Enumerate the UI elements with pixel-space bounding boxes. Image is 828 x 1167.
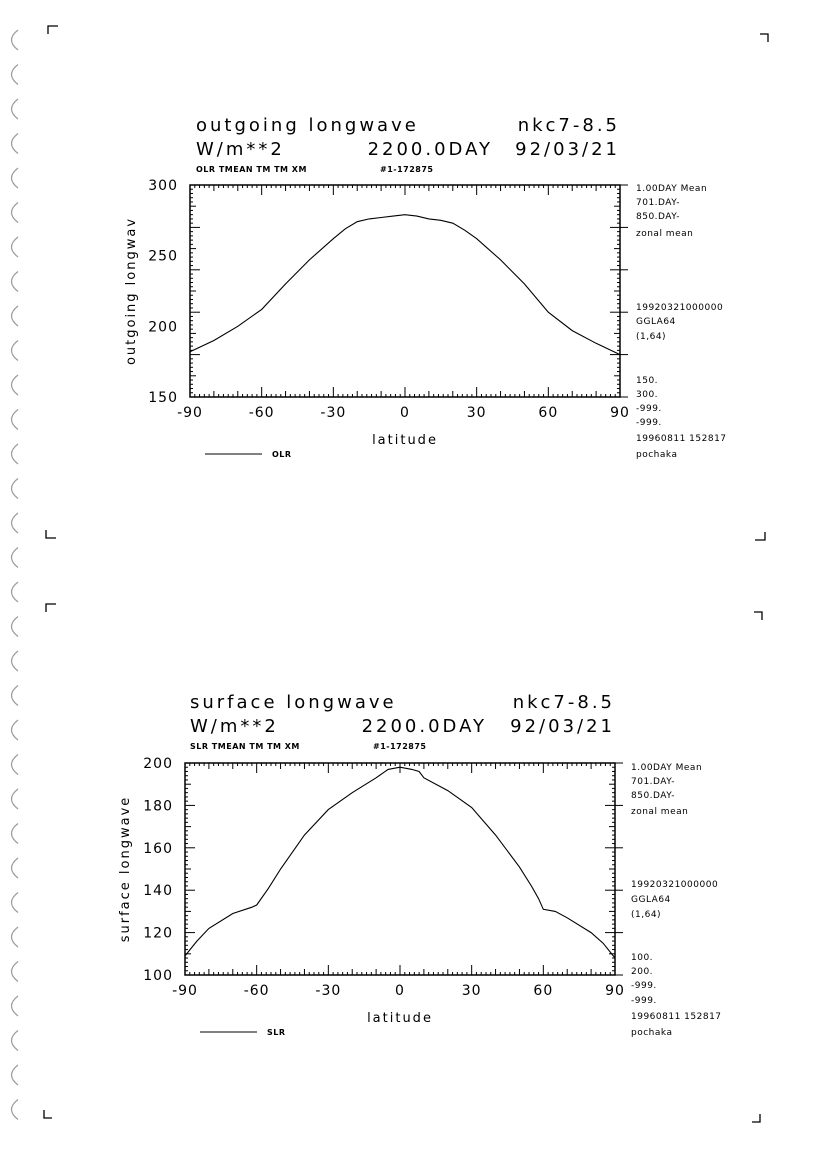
info-line: pochaka [631,1028,673,1038]
info-line: zonal mean [631,807,689,817]
x-tick-labels [177,405,630,421]
series-id: #1-172875 [373,742,427,751]
x-tick-label: -30 [315,983,342,999]
time-label: 2200.0DAY [367,139,493,160]
chart-title: surface longwave [190,692,397,713]
info-line: GGLA64 [631,895,671,905]
slr-series-line [185,767,615,958]
x-tick-label: 90 [605,983,625,999]
y-tick-label: 300 [148,178,178,194]
legend-label: OLR [272,450,292,459]
info-line: -999. [636,418,662,428]
x-tick-label: 60 [538,405,559,421]
x-tick-label: 60 [533,983,554,999]
x-tick-label: 0 [400,405,410,421]
y-tick-label: 200 [143,756,173,772]
chart-subtitle: OLR TMEAN TM TM XM [196,165,307,174]
y-tick-label: 150 [148,390,178,406]
time-label: 2200.0DAY [361,716,487,737]
x-axis-title: latitude [372,433,438,448]
info-line: 1.00DAY Mean [631,763,703,773]
info-line: 701.DAY- [636,198,680,208]
x-tick-label: 30 [466,405,487,421]
slr-panel [118,692,722,1038]
chart-subtitle: SLR TMEAN TM TM XM [190,742,300,751]
date-label: 92/03/21 [515,139,620,160]
y-tick-label: 100 [143,968,173,984]
y-tick-label: 180 [143,798,173,815]
x-tick-label: -90 [172,983,198,999]
info-line: 200. [631,967,654,977]
info-line: -999. [636,404,662,414]
info-line: 19920321000000 [636,303,724,313]
units-label: W/m**2 [190,716,279,737]
info-block [636,184,727,460]
axis-ticks [190,185,628,397]
olr-series-line [190,215,620,355]
info-line: 300. [636,390,659,400]
x-tick-label: 0 [395,983,405,999]
info-line: 19960811 152817 [636,434,727,444]
y-tick-label: 160 [143,840,173,857]
y-tick-label: 140 [143,883,173,900]
series-id: #1-172875 [380,165,434,174]
x-tick-label: -60 [243,983,270,999]
x-tick-labels [172,983,625,999]
info-line: -999. [631,996,657,1006]
info-line: 850.DAY- [636,212,680,222]
units-label: W/m**2 [196,139,285,160]
info-line: 100. [631,953,654,963]
y-axis-title: surface longwave [118,795,133,943]
info-line: 850.DAY- [631,791,675,801]
x-tick-label: -90 [177,405,203,421]
info-block [631,763,722,1038]
plot-frame [190,185,620,397]
legend-label: SLR [267,1028,286,1037]
y-tick-label: 200 [148,319,178,336]
info-line: GGLA64 [636,317,676,327]
binder-hole-marks [12,30,19,1120]
info-line: 19920321000000 [631,880,719,890]
info-line: (1,64) [631,910,662,920]
y-tick-label: 120 [143,925,173,942]
info-line: 19960811 152817 [631,1012,722,1022]
info-line: 1.00DAY Mean [636,184,708,194]
axis-ticks [185,763,623,975]
run-id: nkc7-8.5 [517,115,620,136]
x-tick-label: -30 [320,405,347,421]
y-tick-labels [148,178,178,406]
y-axis-title: outgoing longwav [124,216,139,366]
x-tick-label: -60 [248,405,275,421]
info-line: zonal mean [636,229,694,239]
plot-frame [185,763,615,975]
info-line: pochaka [636,450,678,460]
y-tick-labels [143,756,173,984]
info-line: (1,64) [636,332,667,342]
x-tick-label: 90 [610,405,630,421]
olr-panel [124,115,727,460]
x-axis-title: latitude [367,1011,433,1026]
y-tick-label: 250 [148,248,178,265]
run-id: nkc7-8.5 [512,692,615,713]
x-tick-label: 30 [461,983,482,999]
info-line: -999. [631,981,657,991]
chart-title: outgoing longwave [196,115,419,136]
info-line: 701.DAY- [631,777,675,787]
info-line: 150. [636,376,659,386]
date-label: 92/03/21 [510,716,615,737]
